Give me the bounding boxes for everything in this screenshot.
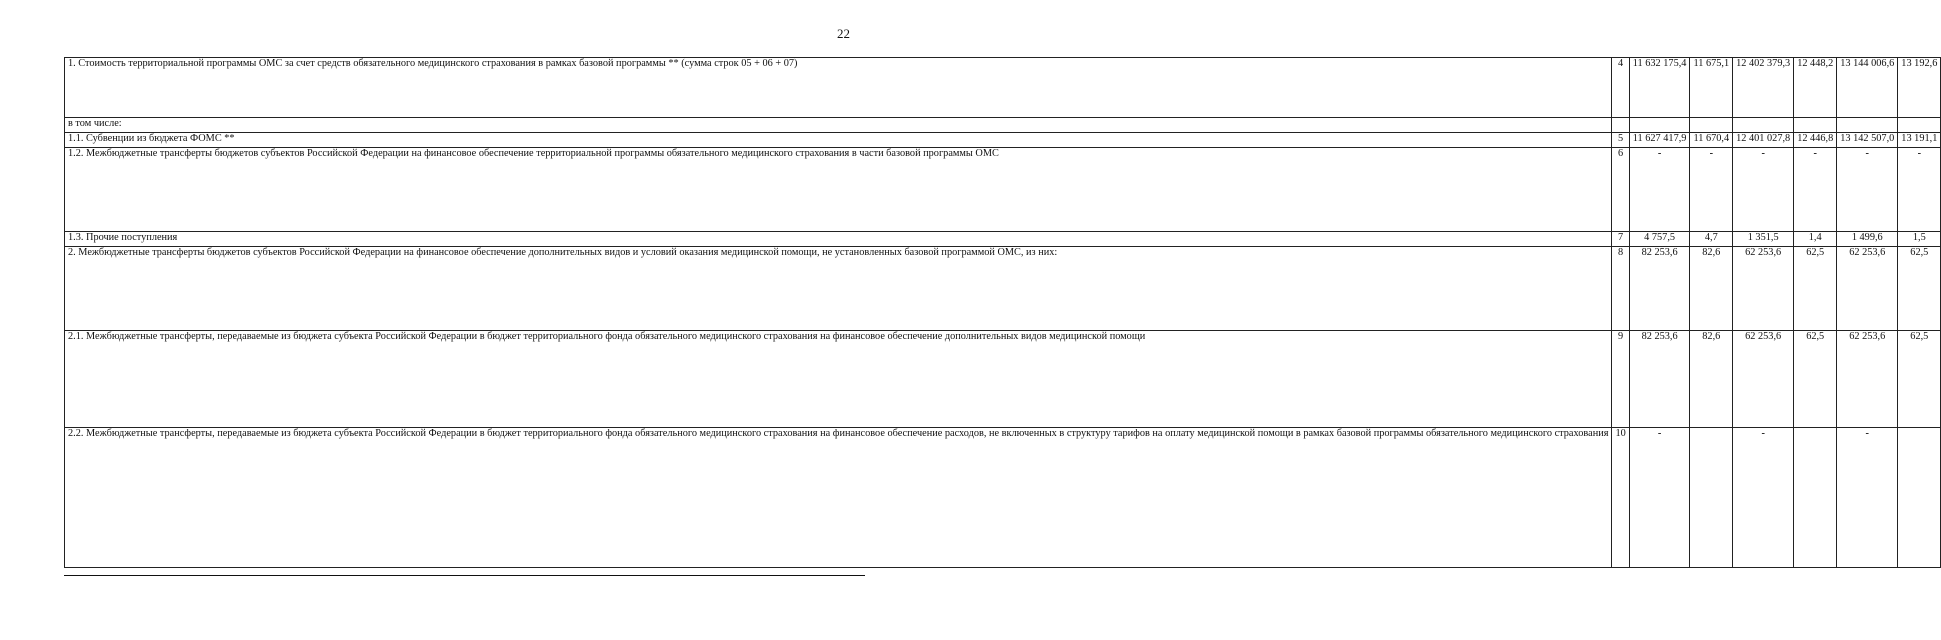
table-row bbox=[65, 58, 1941, 118]
cell-value: 62 253,6 bbox=[1837, 247, 1898, 331]
cell-value: 62 253,6 bbox=[1837, 331, 1898, 428]
cell-value: 62 253,6 bbox=[1733, 331, 1794, 428]
cell-value: 4 757,5 bbox=[1629, 232, 1690, 247]
cell-value: - bbox=[1733, 428, 1794, 568]
cell-value: 82,6 bbox=[1690, 331, 1733, 428]
table-row bbox=[65, 148, 1941, 232]
cell-value: 62,5 bbox=[1794, 247, 1837, 331]
cell-value: 12 448,2 bbox=[1794, 58, 1837, 118]
budget-table bbox=[64, 57, 1941, 568]
cell-value: - bbox=[1690, 148, 1733, 232]
row-code: 9 bbox=[1612, 331, 1629, 428]
cell-value: 12 401 027,8 bbox=[1733, 133, 1794, 148]
cell-value: 82 253,6 bbox=[1629, 331, 1690, 428]
cell-value: 11 632 175,4 bbox=[1629, 58, 1690, 118]
cell-value: 11 627 417,9 bbox=[1629, 133, 1690, 148]
cell-value: 1,5 bbox=[1898, 232, 1941, 247]
cell-value: - bbox=[1629, 148, 1690, 232]
row-description: 1.3. Прочие поступления bbox=[65, 232, 1612, 247]
cell-value: 82,6 bbox=[1690, 247, 1733, 331]
cell-value bbox=[1794, 428, 1837, 568]
cell-value bbox=[1733, 118, 1794, 133]
row-description: 1.2. Межбюджетные трансферты бюджетов субъектов Российской Федерации на финансовое обеспечение территориальной программы обязательного медицинского страхования в части базовой программы ОМС bbox=[65, 148, 1612, 232]
row-code: 6 bbox=[1612, 148, 1629, 232]
cell-value: - bbox=[1733, 148, 1794, 232]
row-code: 4 bbox=[1612, 58, 1629, 118]
cell-value: 82 253,6 bbox=[1629, 247, 1690, 331]
cell-value: 62,5 bbox=[1898, 247, 1941, 331]
row-code: 10 bbox=[1612, 428, 1629, 568]
row-description: в том числе: bbox=[65, 118, 1612, 133]
cell-value: 1 351,5 bbox=[1733, 232, 1794, 247]
cell-value bbox=[1898, 118, 1941, 133]
cell-value: 62,5 bbox=[1794, 331, 1837, 428]
cell-value: 62 253,6 bbox=[1733, 247, 1794, 331]
cell-value: 11 675,1 bbox=[1690, 58, 1733, 118]
row-code: 7 bbox=[1612, 232, 1629, 247]
page-number: 22 bbox=[837, 26, 850, 41]
cell-value: - bbox=[1837, 148, 1898, 232]
row-code: 5 bbox=[1612, 133, 1629, 148]
table-row bbox=[65, 232, 1941, 247]
cell-value: 13 144 006,6 bbox=[1837, 58, 1898, 118]
cell-value: 13 191,1 bbox=[1898, 133, 1941, 148]
cell-value bbox=[1837, 118, 1898, 133]
cell-value: - bbox=[1837, 428, 1898, 568]
cell-value: 13 142 507,0 bbox=[1837, 133, 1898, 148]
cell-value bbox=[1690, 118, 1733, 133]
table-row bbox=[65, 133, 1941, 148]
row-code: 8 bbox=[1612, 247, 1629, 331]
cell-value: 12 402 379,3 bbox=[1733, 58, 1794, 118]
table-row bbox=[65, 247, 1941, 331]
cell-value bbox=[1898, 428, 1941, 568]
cell-value: 1 499,6 bbox=[1837, 232, 1898, 247]
row-description: 1. Стоимость территориальной программы ОМС за счет средств обязательного медицинского страхования в рамках базовой программы ** (сумма строк 05 + 06 + 07) bbox=[65, 58, 1612, 118]
table-bottom-border bbox=[64, 575, 865, 576]
cell-value: 62,5 bbox=[1898, 331, 1941, 428]
cell-value: 12 446,8 bbox=[1794, 133, 1837, 148]
cell-value bbox=[1690, 428, 1733, 568]
table-row bbox=[65, 428, 1941, 568]
row-description: 2.1. Межбюджетные трансферты, передаваемые из бюджета субъекта Российской Федерации в бюджет территориального фонда обязательного медицинского страхования на финансовое обеспечение дополнительных видов медицинской помощи bbox=[65, 331, 1612, 428]
cell-value: - bbox=[1898, 148, 1941, 232]
row-code bbox=[1612, 118, 1629, 133]
table-row bbox=[65, 331, 1941, 428]
cell-value: 11 670,4 bbox=[1690, 133, 1733, 148]
cell-value: 13 192,6 bbox=[1898, 58, 1941, 118]
cell-value: - bbox=[1629, 428, 1690, 568]
row-description: 2.2. Межбюджетные трансферты, передаваемые из бюджета субъекта Российской Федерации в бюджет территориального фонда обязательного медицинского страхования на финансовое обеспечение расходов, не включенных в структуру тарифов на оплату медицинской помощи в рамках базовой программы обязательного медицинского страхования bbox=[65, 428, 1612, 568]
cell-value: - bbox=[1794, 148, 1837, 232]
row-description: 1.1. Субвенции из бюджета ФОМС ** bbox=[65, 133, 1612, 148]
cell-value bbox=[1629, 118, 1690, 133]
cell-value: 1,4 bbox=[1794, 232, 1837, 247]
table-row bbox=[65, 118, 1941, 133]
cell-value: 4,7 bbox=[1690, 232, 1733, 247]
cell-value bbox=[1794, 118, 1837, 133]
row-description: 2. Межбюджетные трансферты бюджетов субъектов Российской Федерации на финансовое обеспечение дополнительных видов и условий оказания медицинской помощи, не установленных базовой программой ОМС, из них: bbox=[65, 247, 1612, 331]
